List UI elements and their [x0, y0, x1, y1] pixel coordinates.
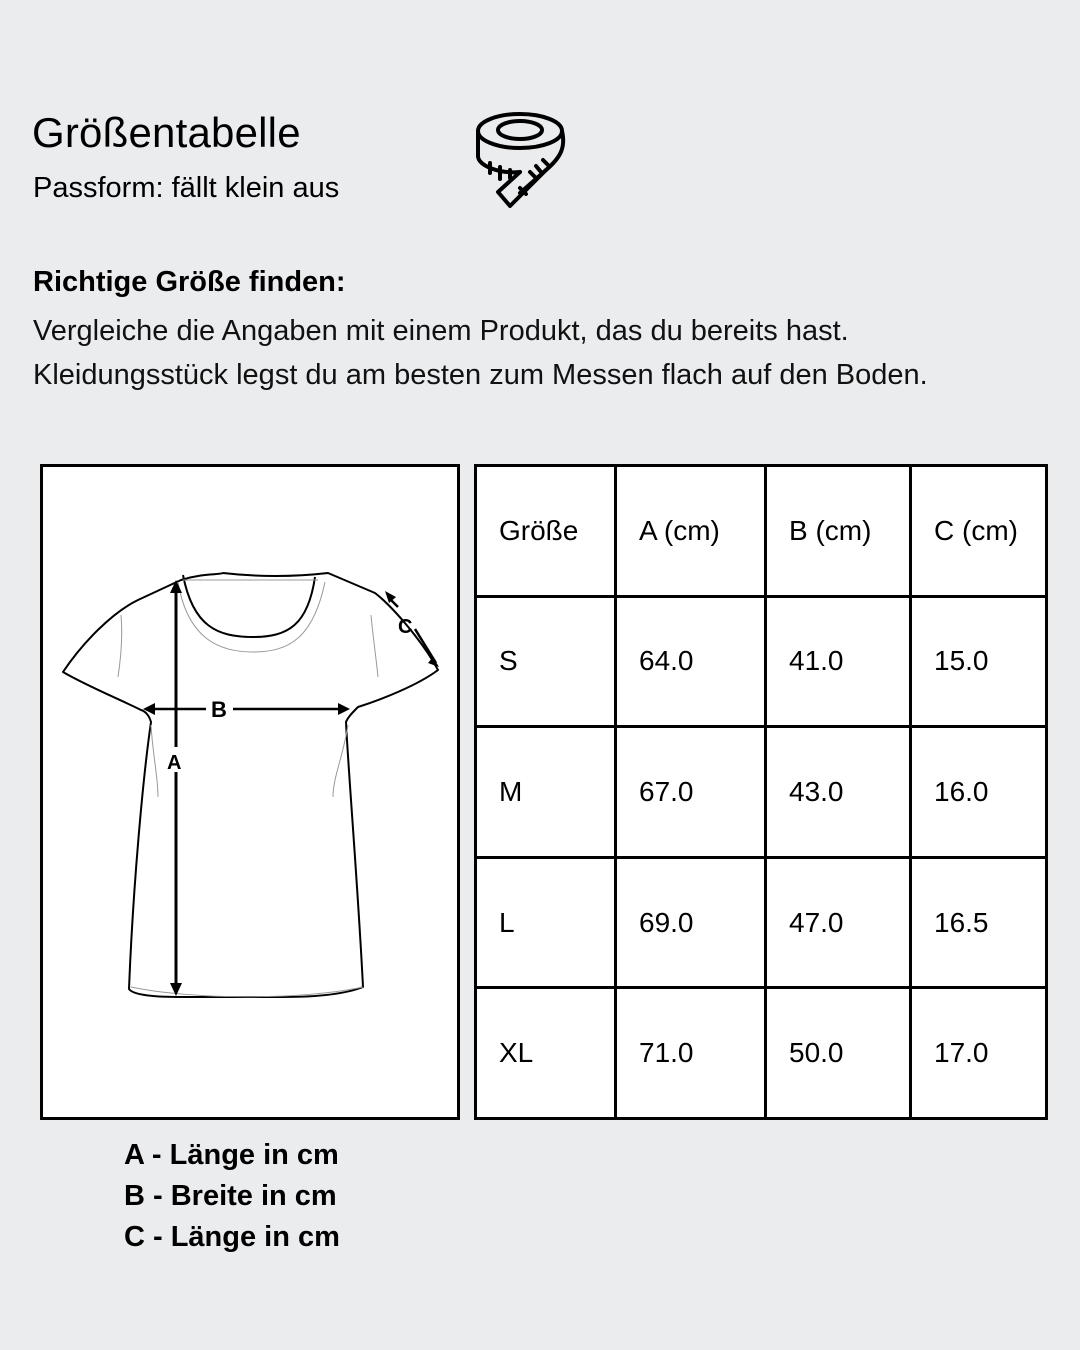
- size-table: [474, 464, 1048, 1120]
- legend-item-c: C - Länge in cm: [124, 1221, 340, 1253]
- cell-size: M: [476, 727, 616, 858]
- cell-b: 50.0: [766, 988, 911, 1119]
- cell-c: 16.5: [911, 857, 1047, 988]
- cell-b: 43.0: [766, 727, 911, 858]
- measurement-legend: [124, 1135, 340, 1258]
- cell-c: 17.0: [911, 988, 1047, 1119]
- cell-a: 64.0: [616, 596, 766, 727]
- legend-item-b: B - Breite in cm: [124, 1180, 337, 1212]
- header-b: B (cm): [766, 466, 911, 597]
- cell-size: XL: [476, 988, 616, 1119]
- table-header-row: [476, 466, 1047, 597]
- cell-b: 47.0: [766, 857, 911, 988]
- table-row: [476, 596, 1047, 727]
- label-c: C: [398, 616, 413, 638]
- cell-b: 41.0: [766, 596, 911, 727]
- fit-subtitle: Passform: fällt klein aus: [33, 172, 340, 204]
- legend-item-a: A - Länge in cm: [124, 1139, 339, 1171]
- tshirt-measurement-icon: [43, 467, 457, 1117]
- header-c: C (cm): [911, 466, 1047, 597]
- cell-c: 16.0: [911, 727, 1047, 858]
- table-row: [476, 988, 1047, 1119]
- cell-a: 71.0: [616, 988, 766, 1119]
- label-b: B: [211, 697, 227, 722]
- cell-c: 15.0: [911, 596, 1047, 727]
- cell-size: L: [476, 857, 616, 988]
- guide-body: Vergleiche die Angaben mit einem Produkt, das du bereits hast. Kleidungsstück legst du am besten zum Messen flach auf den Boden.: [33, 315, 928, 391]
- header-size: Größe: [476, 466, 616, 597]
- header-a: A (cm): [616, 466, 766, 597]
- table-row: [476, 727, 1047, 858]
- cell-a: 69.0: [616, 857, 766, 988]
- page-title: Größentabelle: [32, 109, 301, 156]
- guide-heading: Richtige Größe finden:: [33, 266, 346, 298]
- label-a: A: [167, 752, 182, 774]
- table-row: [476, 857, 1047, 988]
- tshirt-diagram: [40, 464, 460, 1120]
- cell-a: 67.0: [616, 727, 766, 858]
- cell-size: S: [476, 596, 616, 727]
- measuring-tape-icon: [470, 108, 570, 212]
